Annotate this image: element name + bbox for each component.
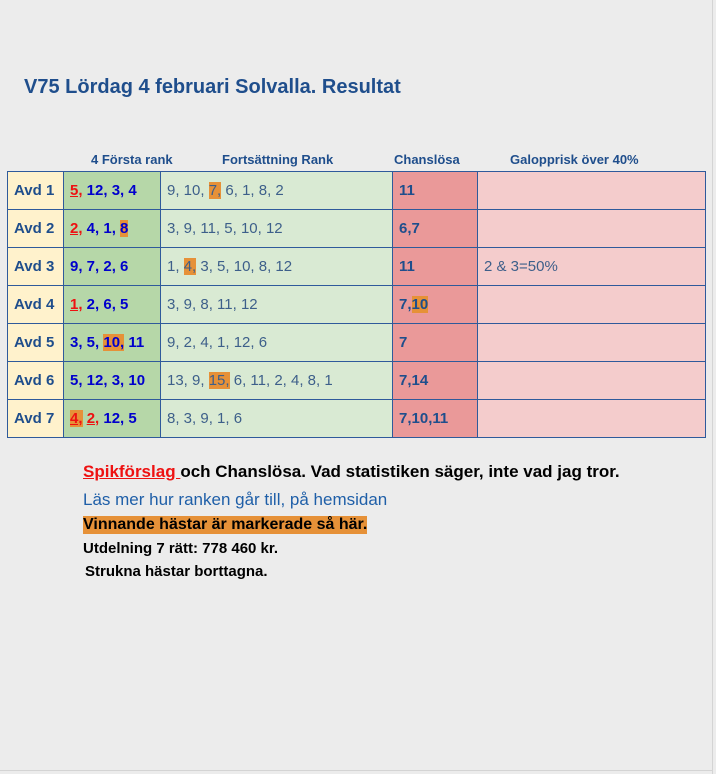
race-label: Avd 3	[8, 248, 64, 286]
table-row	[8, 248, 706, 286]
note-spikforslag	[83, 463, 620, 480]
horse-numbers: 11	[399, 258, 415, 275]
horse-numbers: 2, 6, 5	[82, 296, 129, 313]
horse-numbers: 11	[124, 334, 145, 351]
note-homepage-link[interactable]: Läs mer hur ranken går till, på hemsidan	[83, 490, 388, 509]
chanslosa-cell	[393, 362, 478, 400]
rank-cell	[64, 172, 161, 210]
galopprisk-cell	[478, 172, 706, 210]
horse-numbers: 11	[399, 182, 415, 199]
rank-cell	[64, 210, 161, 248]
table-row	[8, 362, 706, 400]
winner-horse: 15,	[208, 372, 230, 389]
horse-numbers: 3, 5,	[70, 334, 104, 351]
continued-rank-cell	[161, 400, 393, 438]
spike-horse: 5,	[70, 182, 83, 199]
page-title: V75 Lördag 4 februari Solvalla. Resultat	[24, 76, 401, 98]
race-label: Avd 7	[8, 400, 64, 438]
galopprisk-cell	[478, 286, 706, 324]
winner-horse: 4,	[183, 258, 197, 275]
header-chanslosa: Chanslösa	[394, 152, 460, 167]
chanslosa-cell	[393, 172, 478, 210]
header-galopprisk: Galopprisk över 40%	[510, 152, 639, 167]
horse-numbers: 12, 3, 4	[82, 182, 137, 199]
horse-numbers: 12, 5	[99, 410, 137, 427]
note-rest: och Chanslösa. Vad statistiken säger, inte vad jag tror.	[180, 462, 620, 481]
horse-numbers: 3, 9, 11, 5, 10, 12	[167, 220, 283, 237]
chanslosa-cell	[393, 210, 478, 248]
horse-numbers: 1,	[167, 258, 184, 275]
chanslosa-cell	[393, 400, 478, 438]
winner-horse: 10,	[103, 334, 125, 351]
winner-horse: 4,	[70, 410, 83, 427]
horse-numbers: 5, 12, 3, 10	[70, 372, 146, 389]
horse-numbers: 7	[399, 334, 408, 351]
header-continued-rank: Fortsättning Rank	[222, 152, 334, 167]
race-label: Avd 4	[8, 286, 64, 324]
spike-horse: 2,	[86, 410, 100, 427]
winner-horse: 7,	[208, 182, 222, 199]
continued-rank-cell	[161, 210, 393, 248]
rank-cell	[64, 248, 161, 286]
horse-numbers: 7,10,11	[399, 410, 449, 427]
spike-horse: 2,	[70, 220, 83, 237]
galopprisk-cell	[478, 362, 706, 400]
horse-numbers: 6, 1, 8, 2	[221, 182, 284, 199]
race-label: Avd 5	[8, 324, 64, 362]
table-row	[8, 210, 706, 248]
continued-rank-cell	[161, 362, 393, 400]
horse-numbers: 8, 3, 9, 1, 6	[167, 410, 243, 427]
note-scratched: Strukna hästar borttagna.	[85, 563, 268, 580]
race-label: Avd 2	[8, 210, 64, 248]
chanslosa-cell	[393, 324, 478, 362]
horse-numbers: 13, 9,	[167, 372, 209, 389]
horse-numbers: 6,7	[399, 220, 420, 237]
galopprisk-cell	[478, 210, 706, 248]
horse-numbers: 7,	[399, 296, 412, 313]
spike-horse: 1,	[70, 296, 83, 313]
winner-horse: 10	[411, 296, 429, 313]
horse-numbers: 4, 1,	[82, 220, 121, 237]
rank-cell	[64, 286, 161, 324]
table-row	[8, 286, 706, 324]
page-edge	[0, 770, 713, 771]
rank-cell	[64, 400, 161, 438]
chanslosa-cell	[393, 286, 478, 324]
winner-horse: 8	[120, 220, 129, 237]
galopprisk-cell	[478, 324, 706, 362]
race-label: Avd 6	[8, 362, 64, 400]
horse-numbers: 9, 2, 4, 1, 12, 6	[167, 334, 268, 351]
continued-rank-cell	[161, 172, 393, 210]
continued-rank-cell	[161, 248, 393, 286]
galopprisk-cell: 2 & 3=50%	[478, 248, 706, 286]
horse-numbers: 3, 9, 8, 11, 12	[167, 296, 258, 313]
rank-cell	[64, 324, 161, 362]
continued-rank-cell	[161, 324, 393, 362]
continued-rank-cell	[161, 286, 393, 324]
horse-numbers: 7,14	[399, 372, 429, 389]
horse-numbers: 9, 7, 2, 6	[70, 258, 129, 275]
galopprisk-cell	[478, 400, 706, 438]
horse-numbers: 3, 5, 10, 8, 12	[196, 258, 293, 275]
header-rank: 4 Första rank	[91, 152, 173, 167]
table-row	[8, 172, 706, 210]
rank-cell	[64, 362, 161, 400]
page-edge	[712, 0, 713, 774]
note-payout: Utdelning 7 rätt: 778 460 kr.	[83, 540, 279, 557]
note-winner-legend: Vinnande hästar är markerade så här.	[83, 516, 368, 533]
chanslosa-cell	[393, 248, 478, 286]
race-label: Avd 1	[8, 172, 64, 210]
horse-numbers: 9, 10,	[167, 182, 209, 199]
table-row	[8, 324, 706, 362]
results-table	[7, 171, 706, 438]
horse-numbers: 6, 11, 2, 4, 8, 1	[229, 372, 333, 389]
table-row	[8, 400, 706, 438]
spikforslag-label: Spikförslag	[83, 462, 181, 481]
